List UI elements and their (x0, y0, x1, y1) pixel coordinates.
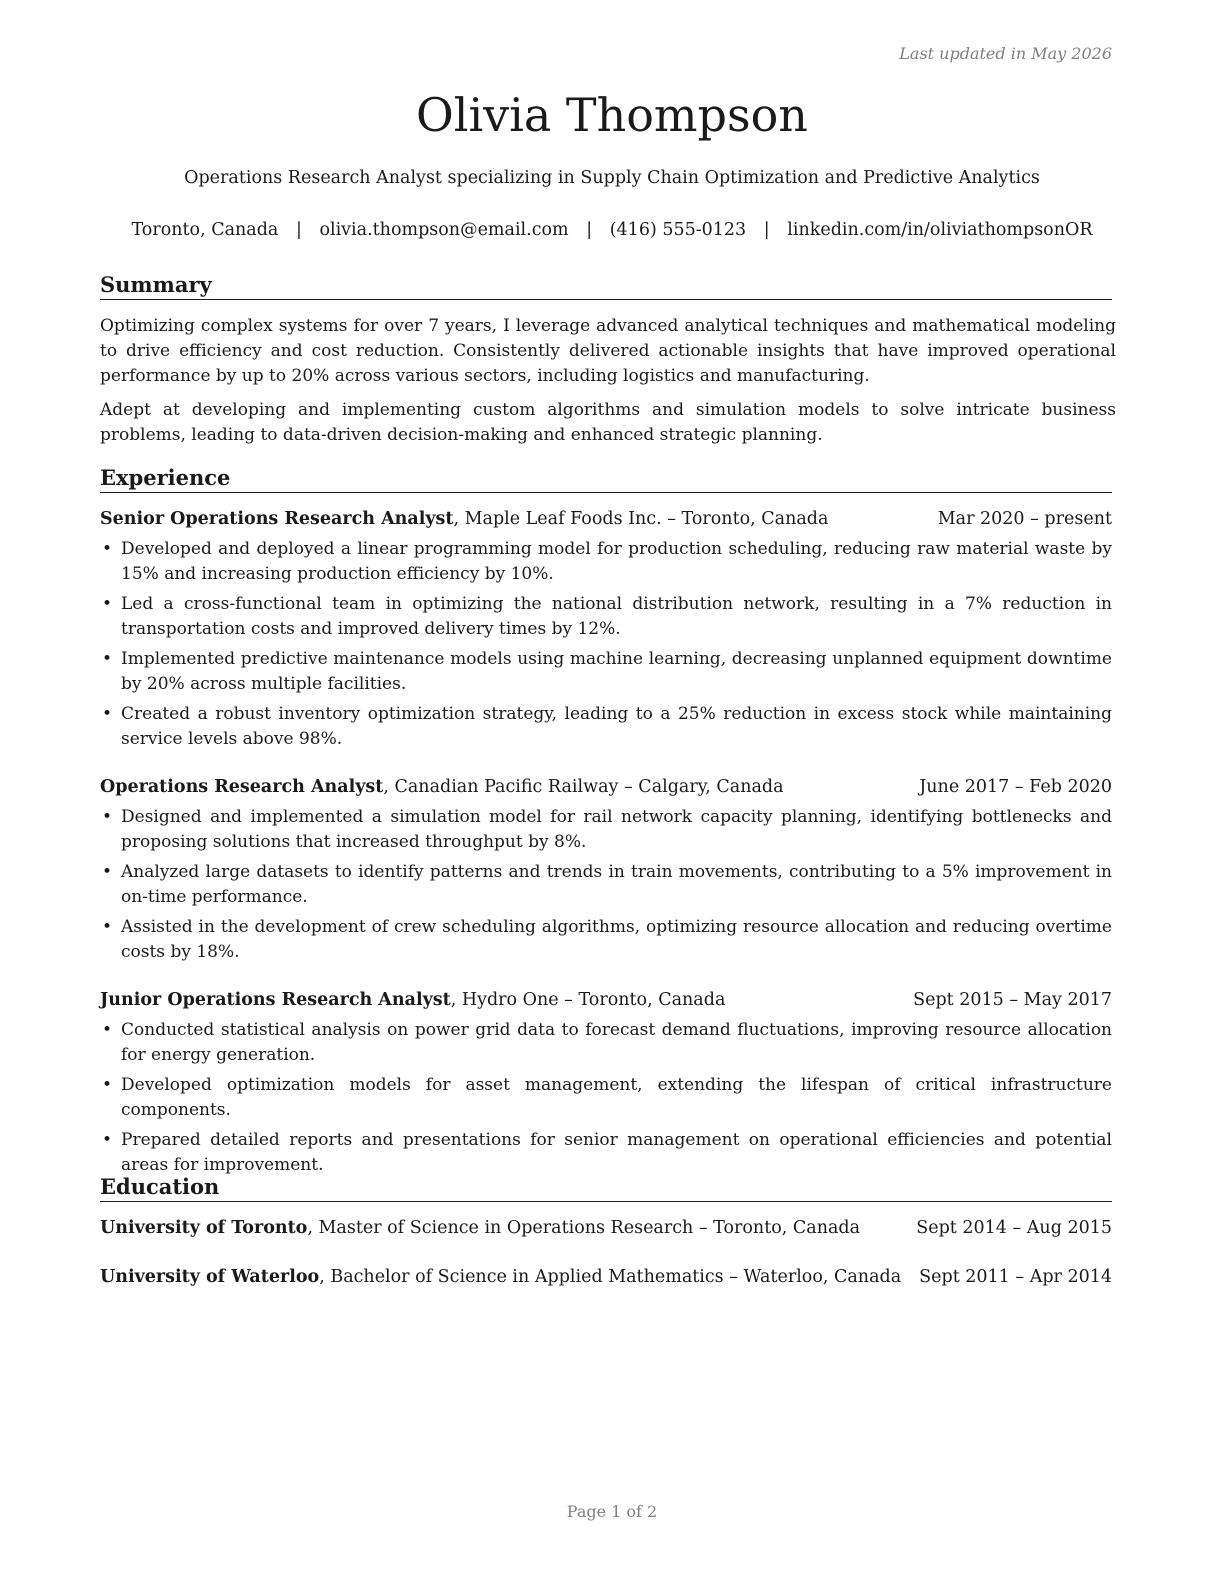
education-entry (100, 1216, 1112, 1241)
job-bullet-list (100, 537, 1112, 757)
candidate-name: Olivia Thompson (416, 88, 808, 142)
bullet-item (100, 537, 1112, 587)
education-detail: , Master of Science in Operations Research – Toronto, Canada (307, 1218, 861, 1238)
bullet-text: Implemented predictive maintenance models using machine learning, decreasing unplanned equipment downtime by 20% across multiple facilities. (121, 649, 1112, 694)
bullet-glyph: • (102, 807, 113, 827)
bullet-glyph: • (102, 594, 113, 614)
bullet-text: Developed and deployed a linear programming model for production scheduling, reducing raw material waste by 15% and increasing production efficiency by 10%. (121, 539, 1112, 584)
contact-separator: | (586, 220, 593, 240)
summary-paragraph: Optimizing complex systems for over 7 years, I leverage advanced analytical techniques and mathematical modeling to drive efficiency and cost reduction. Consistently delivered actionable insights that have improved operational performance by up to 20% across various sectors, including logistics and manufacturing. (100, 316, 1116, 386)
job-dates: June 2017 – Feb 2020 (919, 777, 1112, 797)
bullet-item (100, 1018, 1112, 1068)
education-school: University of Waterloo (100, 1267, 320, 1287)
education-detail: , Bachelor of Science in Applied Mathematics – Waterloo, Canada (319, 1267, 902, 1287)
education-dates: Sept 2014 – Aug 2015 (916, 1218, 1112, 1238)
job-role: Senior Operations Research Analyst (100, 509, 454, 529)
bullet-text: Designed and implemented a simulation model for rail network capacity planning, identifying bottlenecks and proposing solutions that increased throughput by 8%. (121, 807, 1112, 852)
bullet-item (100, 860, 1112, 910)
job-organization: , Canadian Pacific Railway – Calgary, Canada (383, 777, 784, 797)
bullet-glyph: • (102, 862, 113, 882)
last-updated-note: Last updated in May 2026 (899, 44, 1112, 63)
job-dates: Sept 2015 – May 2017 (913, 990, 1112, 1010)
bullet-glyph: • (102, 917, 113, 937)
contact-separator: | (295, 220, 302, 240)
tagline: Operations Research Analyst specializing in Supply Chain Optimization and Predictive Analytics (184, 168, 1040, 188)
contact-line (0, 220, 1224, 240)
bullet-glyph: • (102, 1020, 113, 1040)
summary-paragraph: Adept at developing and implementing custom algorithms and simulation models to solve intricate business problems, leading to data-driven decision-making and enhanced strategic planning. (100, 400, 1116, 445)
contact-linkedin-link[interactable]: linkedin.com/in/oliviathompsonOR (787, 220, 1093, 240)
bullet-glyph: • (102, 704, 113, 724)
bullet-text: Analyzed large datasets to identify patterns and trends in train movements, contributing to a 5% improvement in on-time performance. (121, 862, 1112, 907)
page-number: Page 1 of 2 (566, 1502, 658, 1521)
bullet-item (100, 592, 1112, 642)
bullet-text: Developed optimization models for asset management, extending the lifespan of critical infrastructure components. (121, 1075, 1112, 1120)
education-entry (100, 1265, 1112, 1290)
bullet-item (100, 915, 1112, 965)
contact-separator: | (763, 220, 770, 240)
education-dates: Sept 2011 – Apr 2014 (919, 1267, 1112, 1287)
job-dates: Mar 2020 – present (937, 509, 1112, 529)
job-header (100, 507, 1112, 532)
job-role: Operations Research Analyst (100, 777, 384, 797)
bullet-item (100, 647, 1112, 697)
bullet-text: Prepared detailed reports and presentations for senior management on operational efficiencies and potential areas for improvement. (121, 1130, 1112, 1175)
bullet-item (100, 702, 1112, 752)
job-header (100, 775, 1112, 800)
section-heading-experience: Experience (100, 465, 1112, 493)
section-heading-education: Education (100, 1174, 1112, 1202)
education-school: University of Toronto (100, 1218, 308, 1238)
contact-phone-link[interactable]: (416) 555-0123 (609, 220, 747, 240)
bullet-item (100, 805, 1112, 855)
bullet-glyph: • (102, 1075, 113, 1095)
contact-email-link[interactable]: olivia.thompson@email.com (319, 220, 569, 240)
job-organization: , Hydro One – Toronto, Canada (450, 990, 726, 1010)
job-bullet-list (100, 805, 1112, 970)
bullet-text: Created a robust inventory optimization strategy, leading to a 25% reduction in excess stock while maintaining service levels above 98%. (121, 704, 1112, 749)
section-heading-summary: Summary (100, 272, 1112, 300)
bullet-text: Assisted in the development of crew scheduling algorithms, optimizing resource allocation and reducing overtime costs by 18%. (121, 917, 1112, 962)
bullet-text: Led a cross-functional team in optimizing the national distribution network, resulting in a 7% reduction in transportation costs and improved delivery times by 12%. (121, 594, 1112, 639)
contact-location: Toronto, Canada (131, 220, 279, 240)
bullet-glyph: • (102, 1130, 113, 1150)
job-bullet-list (100, 1018, 1112, 1183)
bullet-glyph: • (102, 539, 113, 559)
bullet-item (100, 1128, 1112, 1178)
job-header (100, 988, 1112, 1013)
bullet-text: Conducted statistical analysis on power grid data to forecast demand fluctuations, improving resource allocation for energy generation. (121, 1020, 1112, 1065)
bullet-item (100, 1073, 1112, 1123)
job-role: Junior Operations Research Analyst (100, 990, 451, 1010)
bullet-glyph: • (102, 649, 113, 669)
job-organization: , Maple Leaf Foods Inc. – Toronto, Canada (453, 509, 829, 529)
